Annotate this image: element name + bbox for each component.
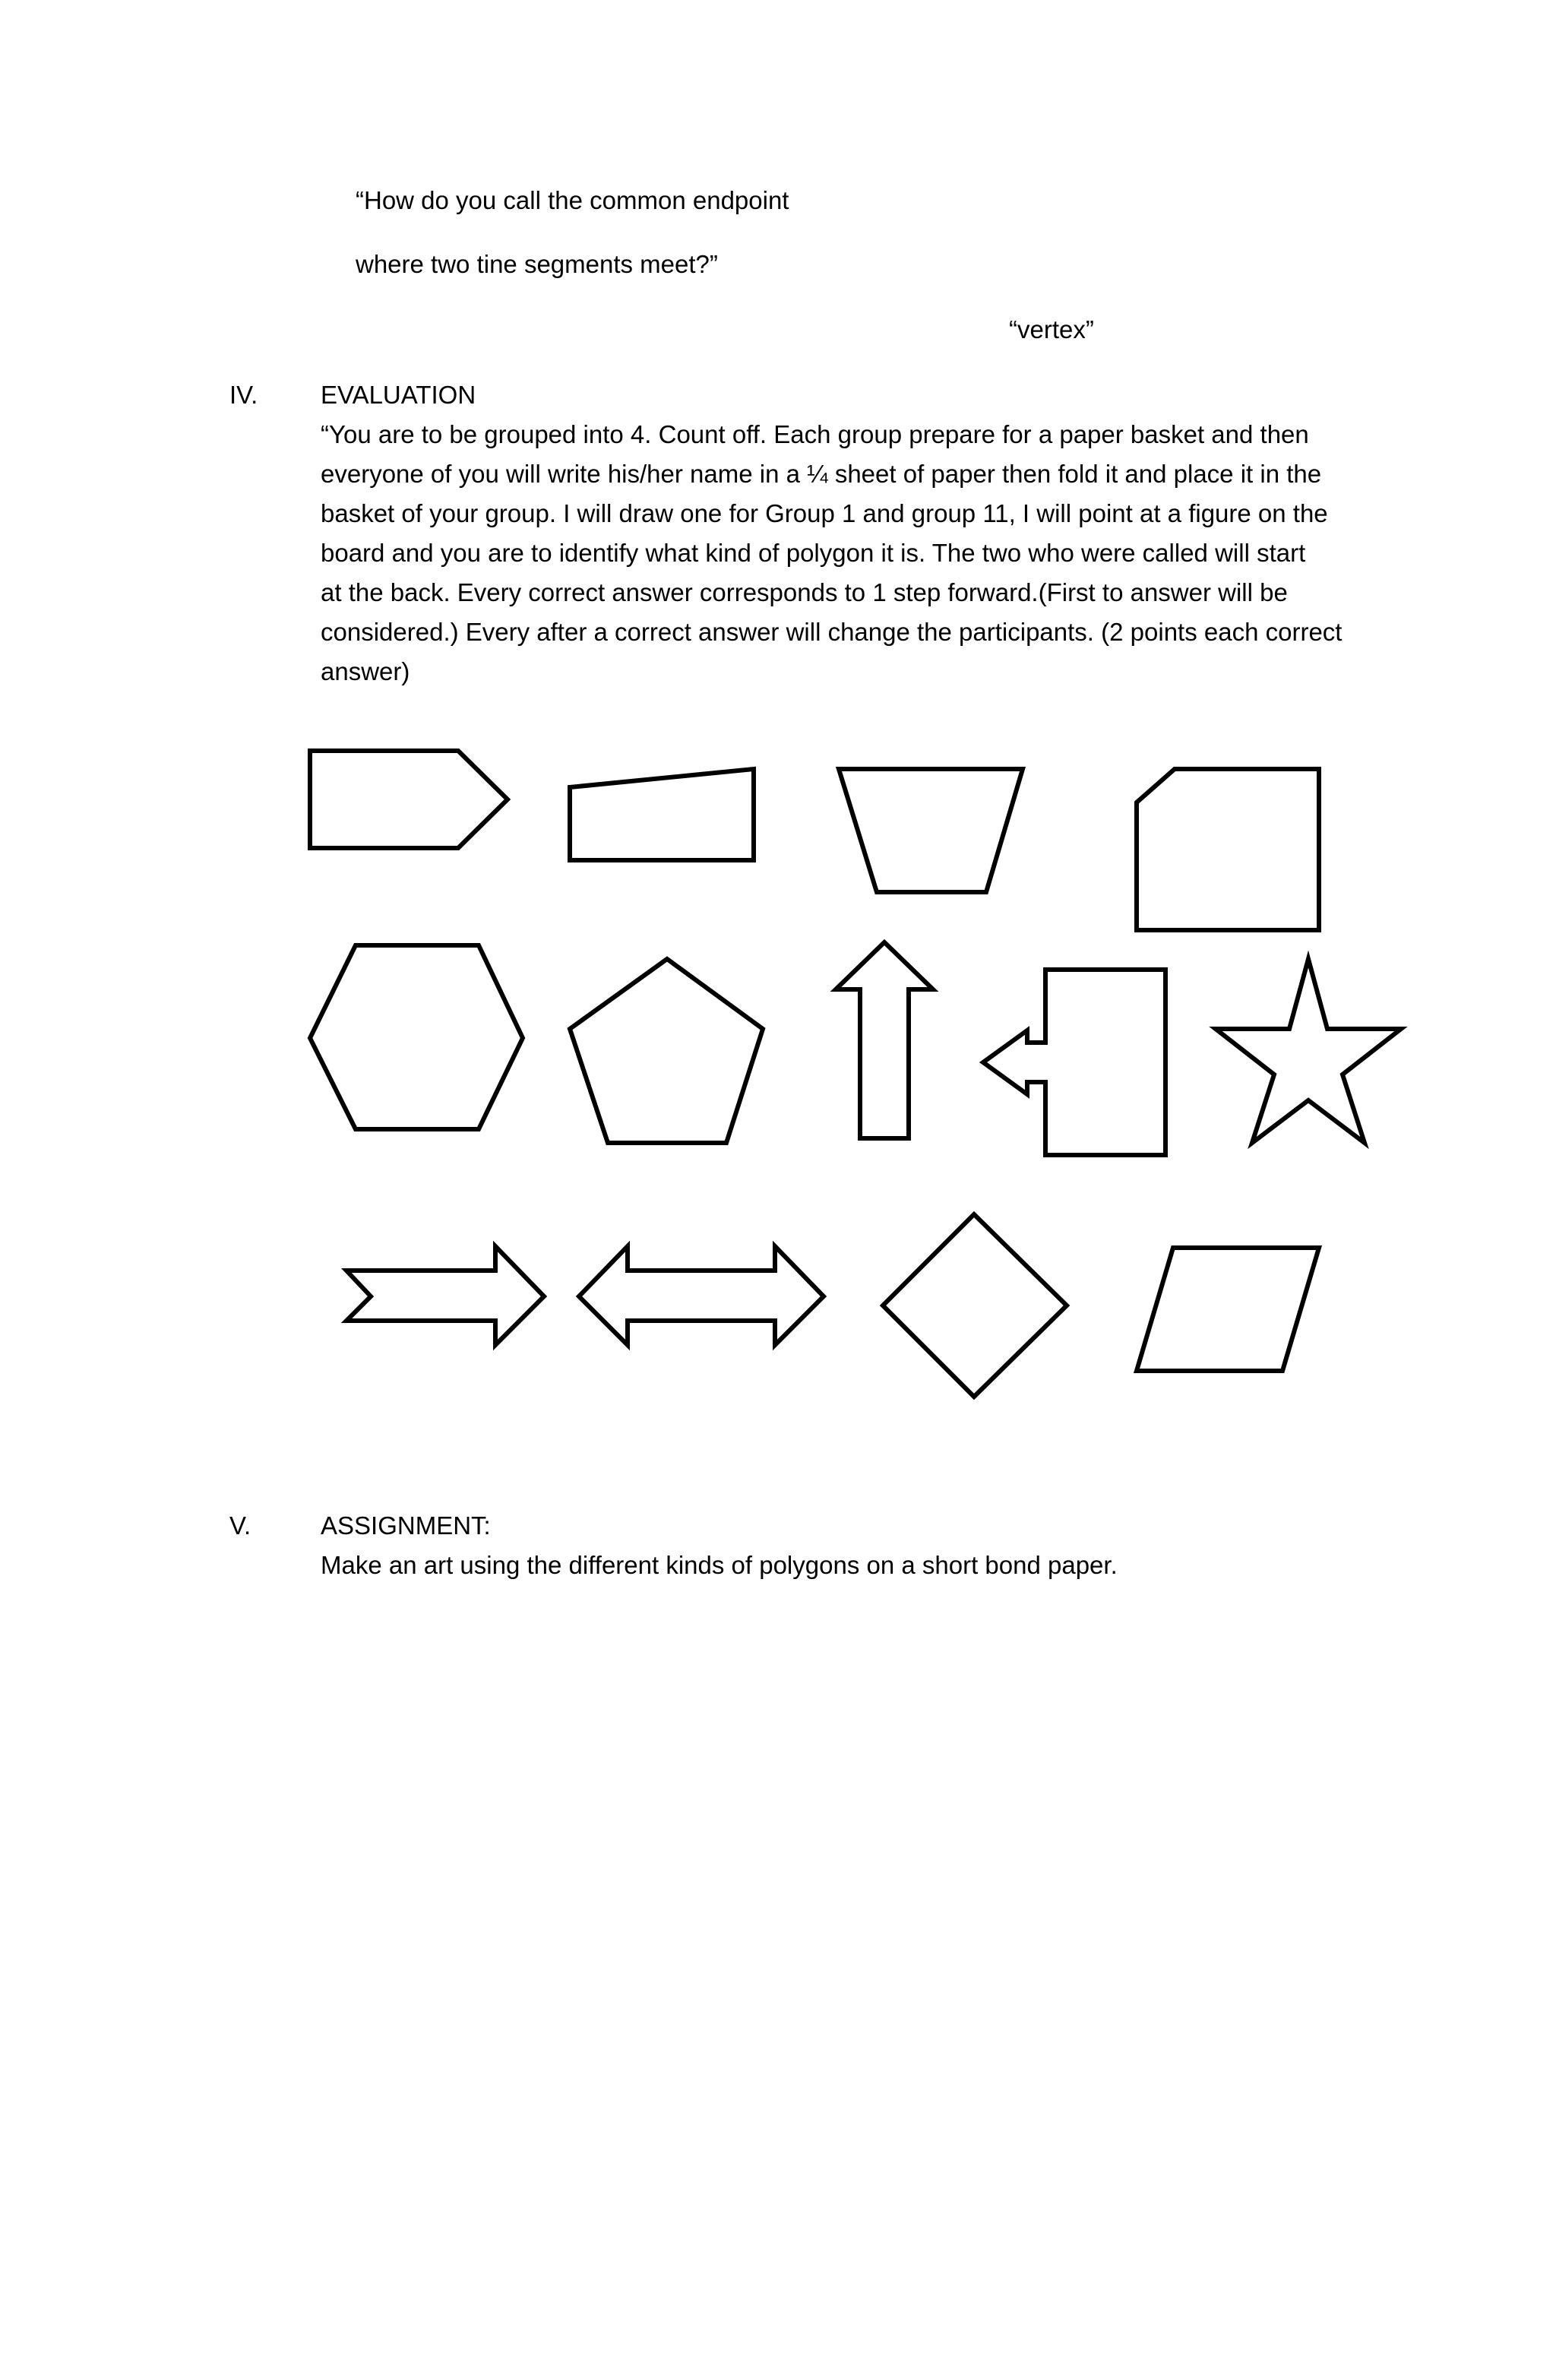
pentagon-house-icon	[310, 751, 508, 848]
evaluation-line: everyone of you will write his/her name in a ¼ sheet of paper then fold it and place it in the	[321, 460, 1322, 488]
trapezoid-icon	[839, 769, 1023, 892]
question-line-2: where two tine segments meet?”	[356, 250, 718, 278]
evaluation-line: board and you are to identify what kind of polygon it is. The two who were called will start	[321, 539, 1306, 567]
arrow-left-block-icon	[983, 970, 1165, 1155]
evaluation-line: considered.) Every after a correct answer will change the participants. (2 points each correct	[321, 618, 1343, 646]
evaluation-numeral: IV.	[229, 381, 258, 409]
assignment-heading: ASSIGNMENT:	[321, 1511, 491, 1540]
evaluation-line: “You are to be grouped into 4. Count off. Each group prepare for a paper basket and then	[321, 420, 1309, 448]
question-answer: “vertex”	[1009, 315, 1094, 343]
assignment-text: Make an art using the different kinds of polygons on a short bond paper.	[321, 1551, 1118, 1579]
double-arrow-icon	[579, 1246, 824, 1345]
evaluation-line: basket of your group. I will draw one for Group 1 and group 11, I will point at a figure on the	[321, 499, 1328, 527]
parallelogram-icon	[1137, 1248, 1319, 1371]
quadrilateral-icon	[570, 769, 754, 860]
evaluation-line: at the back. Every correct answer corresponds to 1 step forward.(First to answer will be	[321, 578, 1288, 606]
arrow-up-icon	[836, 942, 933, 1138]
assignment-numeral: V.	[229, 1511, 251, 1540]
evaluation-line: answer)	[321, 657, 410, 685]
rhombus-icon	[883, 1214, 1067, 1397]
pentagon-cut-corner-icon	[1137, 769, 1319, 930]
star-icon	[1216, 959, 1401, 1143]
pentagon-icon	[570, 959, 763, 1143]
hexagon-icon	[310, 945, 523, 1129]
evaluation-heading: EVALUATION	[321, 381, 476, 409]
question-line-1: “How do you call the common endpoint	[356, 186, 789, 214]
chevron-arrow-right-icon	[346, 1246, 544, 1345]
